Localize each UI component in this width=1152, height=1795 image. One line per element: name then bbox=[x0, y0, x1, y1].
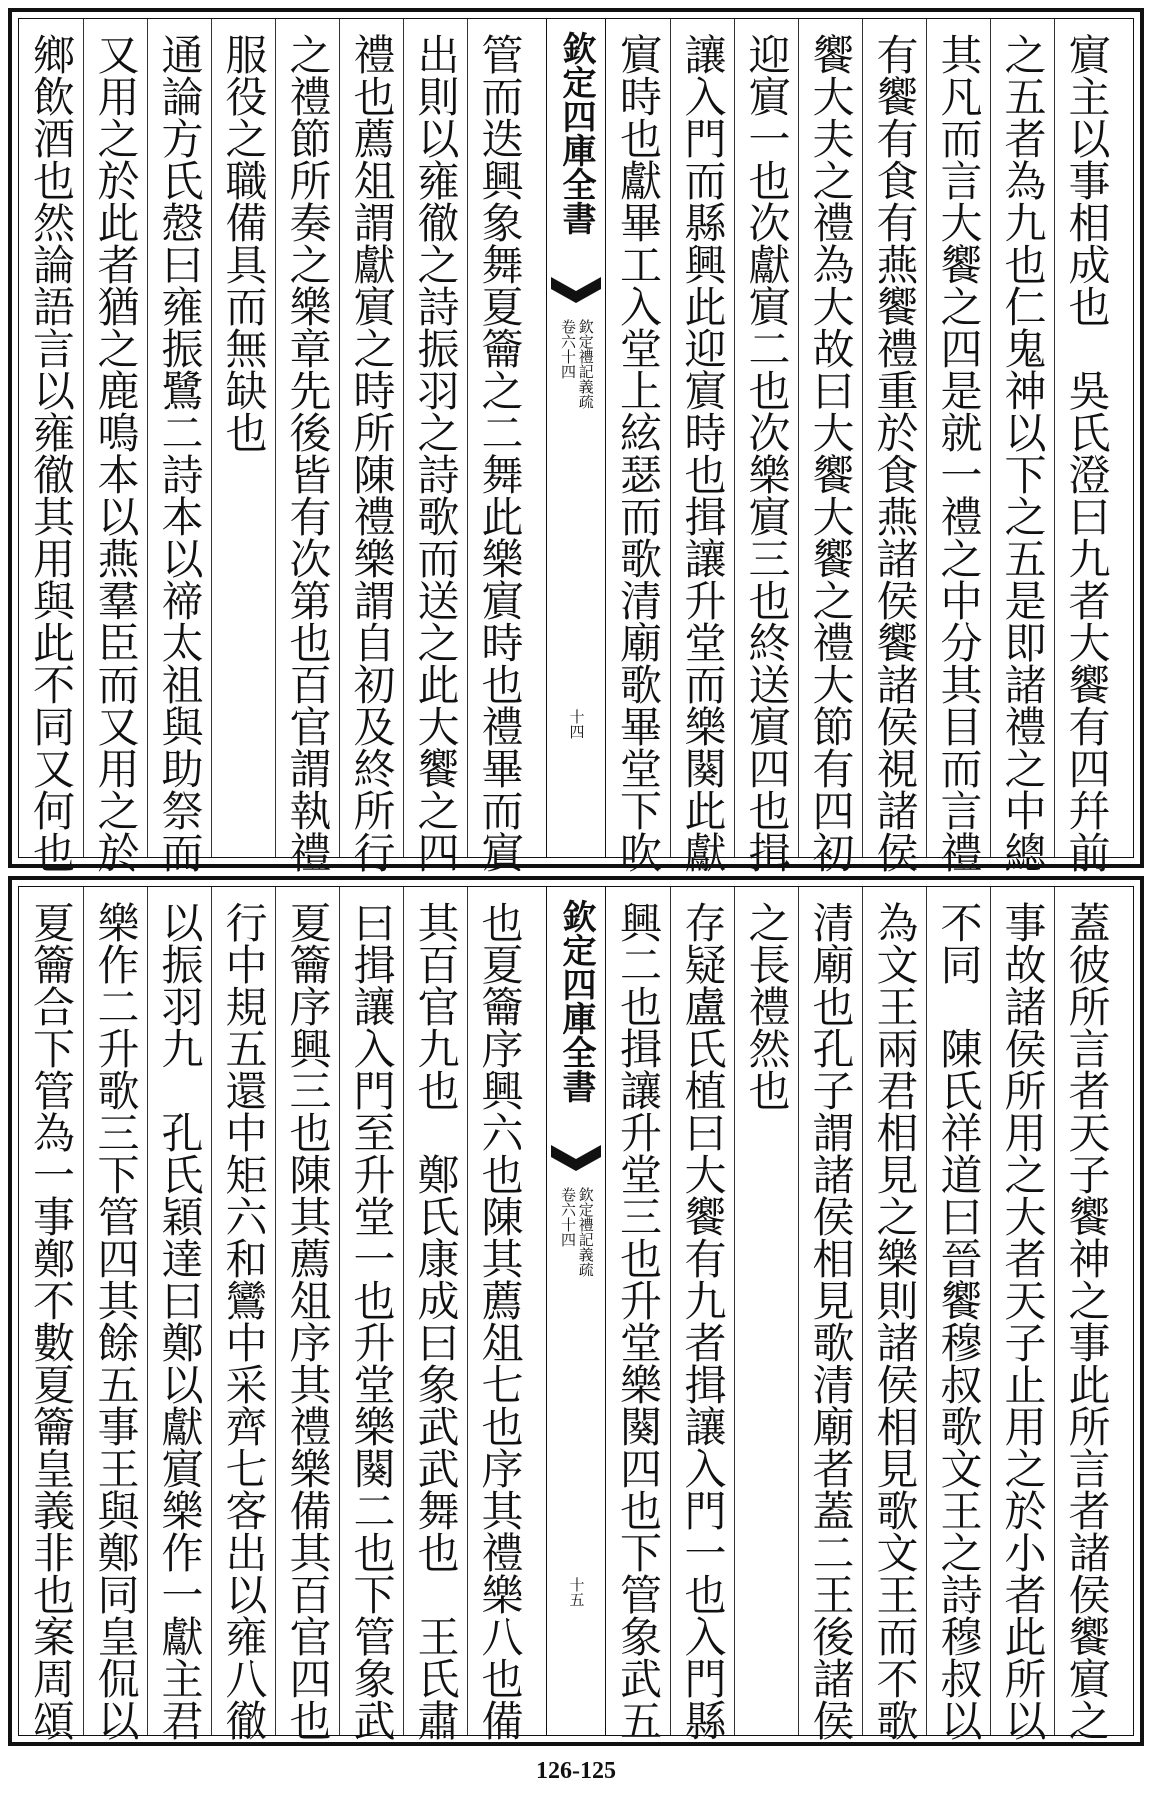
text-column: 鄉飲酒也然論語言以雍徹其用與此不同又何也 bbox=[27, 33, 76, 873]
text-column: 賔主以事相成也 吳氏澄曰九者大饗有四幷前 bbox=[1054, 19, 1118, 857]
page-upper bbox=[8, 8, 1144, 873]
text-column: 事故諸侯所用之大者天子止用之於小者此所以 bbox=[990, 887, 1054, 1735]
text-column: 出則以雍徹之詩振羽之詩歌而送之此大饗之四 bbox=[403, 19, 467, 857]
fishtail-mark-icon bbox=[551, 277, 601, 311]
right-half bbox=[606, 887, 1133, 1741]
text-column: 清廟也孔子謂諸侯相見歌清廟者蓋二王後諸侯 bbox=[798, 887, 862, 1735]
text-column: 其百官九也 鄭氏康成曰象武武舞也 王氏肅 bbox=[403, 887, 467, 1735]
page-footer-number: 126-125 bbox=[536, 1758, 616, 1784]
page-upper-frame bbox=[18, 18, 1134, 873]
left-half bbox=[19, 19, 546, 873]
text-column: 之長禮然也 bbox=[734, 887, 798, 1735]
text-column: 管而迭興象舞夏籥之二舞此樂賔時也禮畢而賔 bbox=[467, 19, 531, 857]
text-column: 以振羽九 孔氏穎達曰鄭以獻賔樂作一獻主君 bbox=[147, 887, 211, 1735]
text-column: 服役之職備具而無缺也 bbox=[211, 19, 275, 857]
spine-page-number: 十五 bbox=[567, 1577, 586, 1607]
page-lower bbox=[8, 876, 1144, 1746]
text-column: 又用之於此者猶之鹿鳴本以燕羣臣而又用之於 bbox=[83, 19, 147, 857]
right-half bbox=[606, 19, 1133, 873]
center-spine bbox=[546, 19, 606, 857]
text-column: 不同 陳氏祥道曰晉饗穆叔歌文王之詩穆叔以 bbox=[926, 887, 990, 1735]
text-column: 曰揖讓入門至升堂一也升堂樂闋二也下管象武 bbox=[339, 887, 403, 1735]
text-column: 也夏籥序興六也陳其薦俎七也序其禮樂八也備 bbox=[467, 887, 531, 1735]
left-half bbox=[19, 887, 546, 1741]
text-column: 之禮節所奏之樂章先後皆有次第也百官謂執禮 bbox=[275, 19, 339, 857]
spine-subtitle: 卷六十四 欽定禮記義疏 bbox=[559, 319, 595, 409]
text-column: 樂作二升歌三下管四其餘五事王與鄭同皇侃以 bbox=[83, 887, 147, 1735]
spine-title: 欽定四庫全書 bbox=[556, 31, 596, 235]
text-column: 饗大夫之禮為大故曰大饗大饗之禮大節有四初 bbox=[798, 19, 862, 857]
text-column: 禮也薦俎謂獻賔之時所陳禮樂謂自初及終所行 bbox=[339, 19, 403, 857]
page-lower-frame bbox=[18, 886, 1134, 1741]
text-column: 夏籥合下管為一事鄭不數夏籥皇義非也案周頌 bbox=[27, 901, 76, 1741]
text-column: 有饗有食有燕饗禮重於食燕諸侯饗諸侯視諸侯 bbox=[862, 19, 926, 857]
text-column: 讓入門而縣興此迎賔時也揖讓升堂而樂闋此獻 bbox=[670, 19, 734, 857]
spine-title: 欽定四庫全書 bbox=[556, 899, 596, 1103]
text-column: 行中規五還中矩六和鸞中采齊七客出以雍八徹 bbox=[211, 887, 275, 1735]
text-column: 迎賔一也次獻賔二也次樂賔三也終送賔四也揖 bbox=[734, 19, 798, 857]
fishtail-mark-icon bbox=[551, 1145, 601, 1179]
text-column: 為文王兩君相見之樂則諸侯相見歌文王而不歌 bbox=[862, 887, 926, 1735]
text-column: 興二也揖讓升堂三也升堂樂闋四也下管象武五 bbox=[614, 901, 663, 1741]
text-column: 其凡而言大饗之四是就一禮之中分其目而言禮 bbox=[926, 19, 990, 857]
text-column: 夏籥序興三也陳其薦俎序其禮樂備其百官四也 bbox=[275, 887, 339, 1735]
spine-page-number: 十四 bbox=[567, 709, 586, 739]
spine-subtitle: 卷六十四 欽定禮記義疏 bbox=[559, 1187, 595, 1277]
text-column: 存疑盧氏植曰大饗有九者揖讓入門一也入門縣 bbox=[670, 887, 734, 1735]
text-column: 賔時也獻畢工入堂上絃瑟而歌清廟歌畢堂下吹 bbox=[614, 33, 663, 873]
text-column: 之五者為九也仁鬼神以下之五是即諸禮之中總 bbox=[990, 19, 1054, 857]
center-spine bbox=[546, 887, 606, 1735]
text-column: 蓋彼所言者天子饗神之事此所言者諸侯饗賔之 bbox=[1054, 887, 1118, 1735]
text-column: 通論方氏慤曰雍振鷺二詩本以禘太祖與助祭而 bbox=[147, 19, 211, 857]
